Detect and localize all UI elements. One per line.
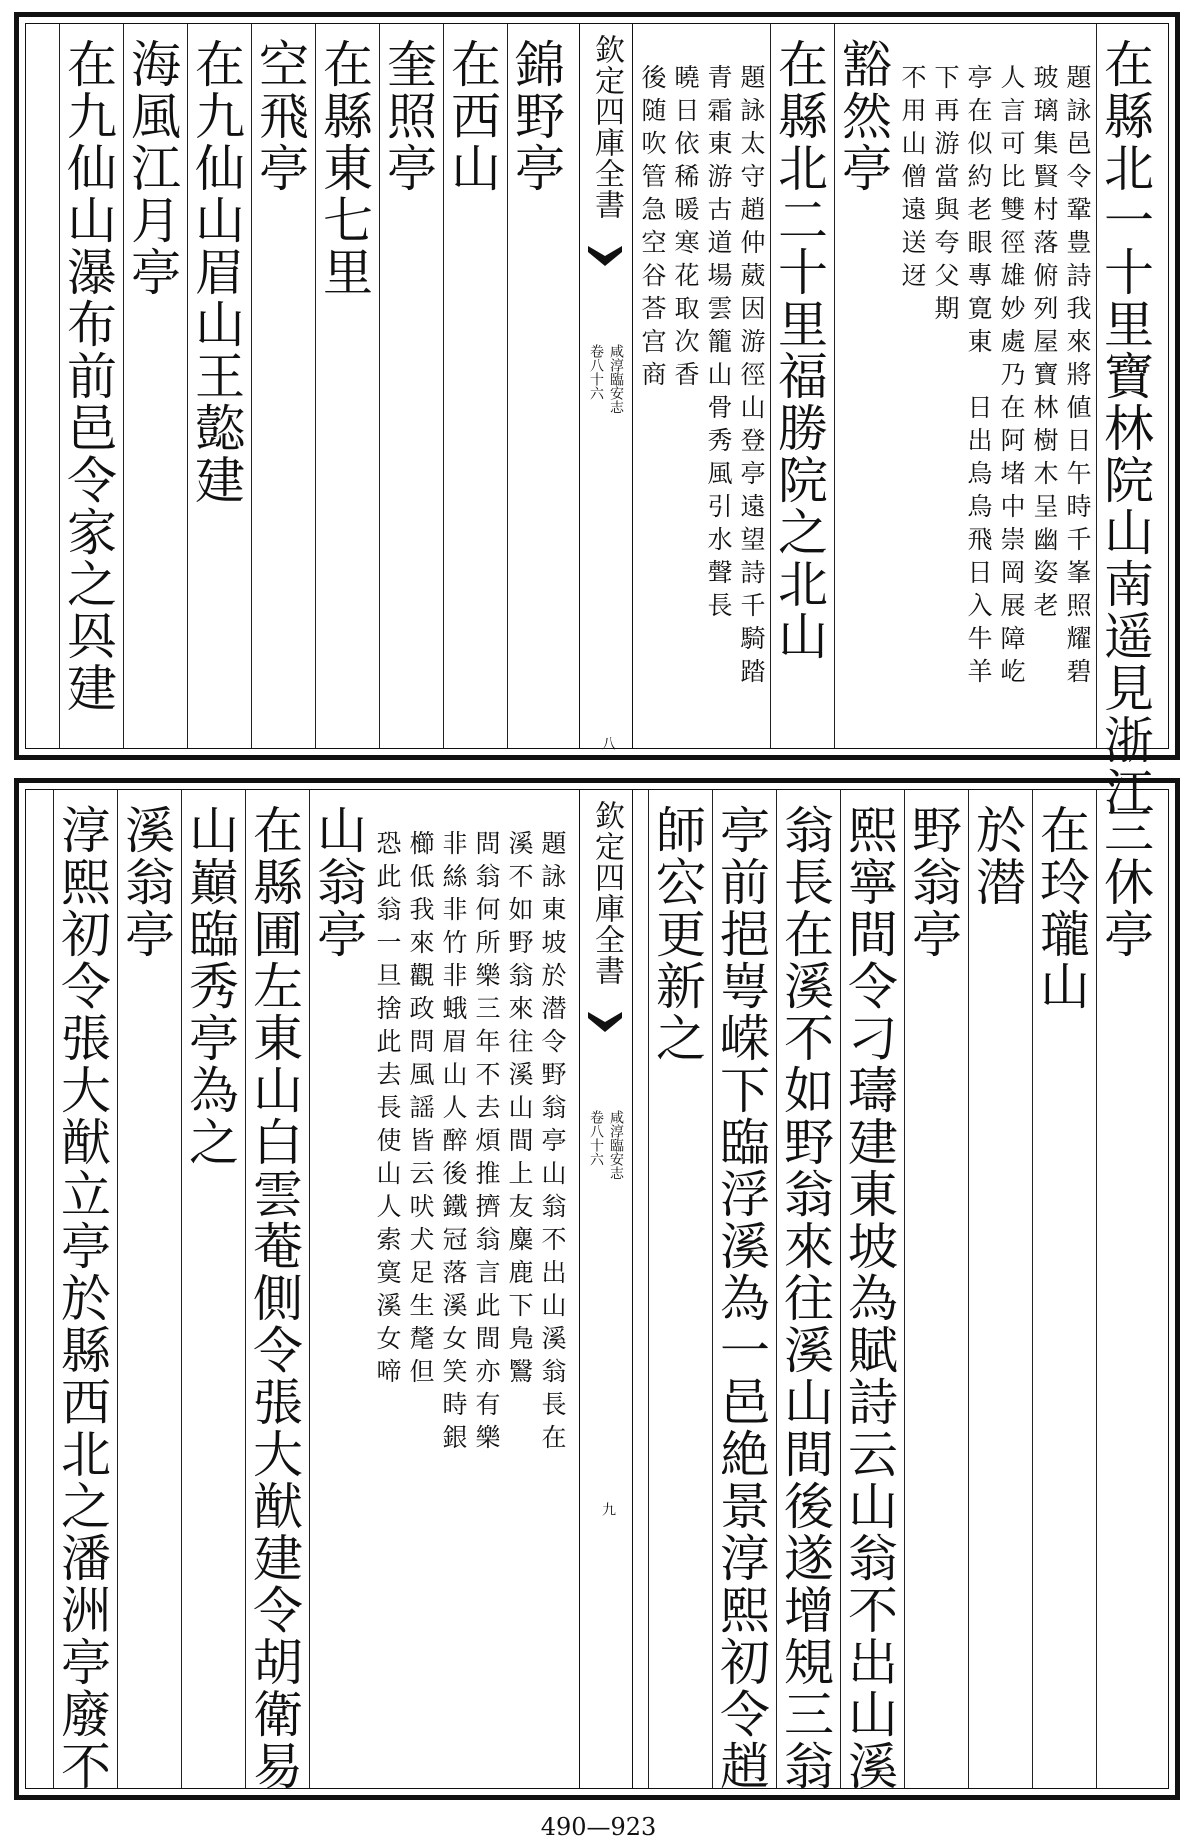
upper-center-column — [579, 24, 633, 748]
lower-source-title: 咸淳臨安志 — [608, 1110, 624, 1180]
top_half-column-6: 不用山僧遠送迓 — [898, 64, 927, 295]
column-rule — [251, 24, 252, 748]
page-number: 490—923 — [540, 1813, 657, 1841]
bottom_half-column-3: 野翁亭 — [904, 804, 962, 960]
lower-center-column — [579, 790, 633, 1788]
top_half-column-14: 在西山 — [443, 38, 501, 194]
top_half-column-0: 在縣北一十里寶林院山南遥見浙江 — [1096, 38, 1154, 818]
bottom_half-column-9: 溪不如野翁來往溪山間上友麋鹿下鳬鷖 — [505, 830, 534, 1391]
column-rule — [776, 790, 777, 1788]
column-rule — [1032, 790, 1033, 1788]
top_half-column-16: 在縣東七里 — [315, 38, 373, 298]
bottom_half-column-15: 在縣圃左東山白雲菴側令張大猷建令胡衛易 — [245, 804, 303, 1792]
top_half-column-17: 空飛亭 — [251, 38, 309, 194]
bottom_half-column-1: 在玲瓏山 — [1032, 804, 1090, 1012]
top_half-column-4: 亭在似約老眼專寛東 日出烏烏飛日入牛羊 — [964, 64, 993, 691]
lower-page-label: 九 — [600, 1502, 616, 1516]
top_half-column-7: 豁然亭 — [834, 38, 892, 194]
column-rule — [904, 790, 905, 1788]
top_half-column-3: 人言可比雙徑雄妙處乃在阿堵中崇岡展障屹 — [997, 64, 1026, 691]
column-rule — [59, 24, 60, 748]
column-rule — [443, 24, 444, 748]
upper-page-frame — [25, 23, 1169, 818]
bottom_half-column-5: 翁長在溪不如野翁來往溪山間後遂增䂓三翁 — [776, 804, 834, 1792]
column-rule — [187, 24, 188, 748]
column-rule — [968, 790, 969, 1788]
lower-juan: 卷八十六 — [588, 1110, 604, 1166]
bottom_half-column-16: 山巔臨秀亭為之 — [181, 804, 239, 1168]
column-rule — [1096, 24, 1097, 748]
column-rule — [123, 24, 124, 748]
bottom_half-column-17: 溪翁亭 — [117, 804, 175, 960]
bottom_half-column-4: 熙寧間令刁璹建東坡為賦詩云山翁不出山溪 — [840, 804, 898, 1792]
upper-page-label: 八 — [600, 736, 616, 750]
column-rule — [507, 24, 508, 748]
upper-running-title: 欽定四庫全書 — [589, 34, 624, 220]
top_half-column-10: 青霜東游古道場雲籠山骨秀風引水聲長 — [704, 64, 733, 625]
upper-source-title: 咸淳臨安志 — [608, 344, 624, 414]
top_half-column-9: 題詠太守趙仲葳因游徑山登亭遠望詩千騎踏 — [737, 64, 766, 691]
bottom_half-column-8: 題詠東坡於潜令野翁亭山翁不出山溪翁長在 — [538, 830, 567, 1457]
column-rule — [117, 790, 118, 1788]
bottom_half-column-10: 問翁何所樂三年不去煩推擠翁言此間亦有樂 — [472, 830, 501, 1457]
top_half-column-12: 後随吹管急空谷荅宫商 — [638, 64, 667, 394]
top_half-column-11: 曉日依稀暖寒花取次香 — [671, 64, 700, 394]
column-rule — [53, 790, 54, 1788]
column-rule — [379, 24, 380, 748]
bottom_half-column-7: 師㝐更新之 — [648, 804, 706, 1064]
bottom_half-column-6: 亭前挹㟧嵘下臨浮溪為一邑絶景淳熙初令趙 — [712, 804, 770, 1792]
top_half-column-8: 在縣北二十里福勝院之北山 — [770, 38, 828, 662]
column-rule — [648, 790, 649, 1788]
bottom_half-column-11: 非絲非竹非蛾眉山人醉後鐵冠落溪女笑時銀 — [439, 830, 468, 1457]
top_half-column-19: 海風江月亭 — [123, 38, 181, 298]
top_half-column-2: 玻璃集賢村落俯列屋寶林樹木呈幽姿老 — [1030, 64, 1059, 625]
bottom_half-column-0: 三休亭 — [1096, 804, 1154, 960]
column-rule — [181, 790, 182, 1788]
top_half-column-20: 在九仙山瀑布前邑令家之㒷建 — [59, 38, 117, 714]
bottom_half-column-12: 櫛低我來觀政問風謡皆云吠犬足生氂但 — [406, 830, 435, 1391]
fish-tail-icon — [588, 1012, 622, 1034]
column-rule — [840, 790, 841, 1788]
column-rule — [712, 790, 713, 1788]
column-rule — [770, 24, 771, 748]
top_half-column-13: 錦野亭 — [507, 38, 565, 194]
lower-page — [14, 778, 1180, 1800]
column-rule — [309, 790, 310, 1788]
column-rule — [1096, 790, 1097, 1788]
top_half-column-1: 題詠邑令鞏豊詩我來將値日午時千峯照耀碧 — [1063, 64, 1092, 691]
lower-running-title: 欽定四庫全書 — [589, 800, 624, 986]
column-rule — [834, 24, 835, 748]
fish-tail-icon — [588, 246, 622, 268]
upper-juan: 卷八十六 — [588, 344, 604, 400]
lower-page-frame — [25, 789, 1169, 1792]
upper-page — [14, 12, 1180, 818]
column-rule — [245, 790, 246, 1788]
top_half-column-18: 在九仙山眉山王㦤建 — [187, 38, 245, 506]
bottom_half-column-13: 恐此翁一旦捨此去長使山人索寞溪女啼 — [373, 830, 402, 1391]
bottom_half-column-2: 於潜 — [968, 804, 1026, 908]
top_half-column-15: 奎照亭 — [379, 38, 437, 194]
bottom_half-column-14: 山翁亭 — [309, 804, 367, 960]
column-rule — [315, 24, 316, 748]
bottom_half-column-18: 淳熙初令張大猷立亭於縣西北之潘洲亭廢不 — [53, 804, 111, 1792]
top_half-column-5: 下再游當與夸父期 — [931, 64, 960, 328]
